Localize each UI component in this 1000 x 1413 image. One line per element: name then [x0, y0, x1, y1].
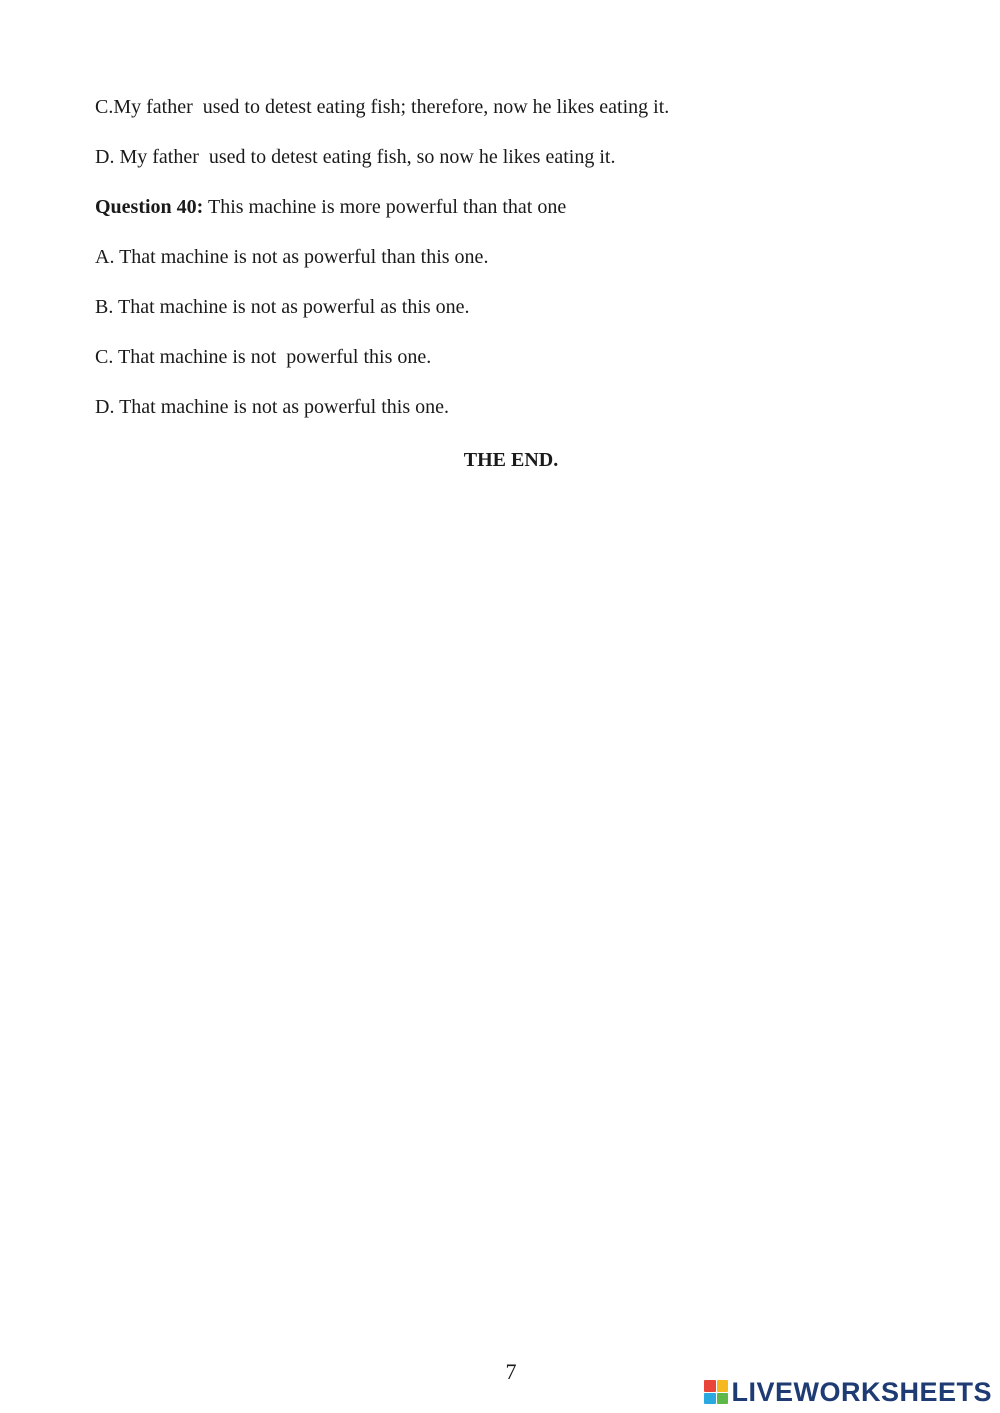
- option-b-question-40: B. That machine is not as powerful as this one.: [95, 296, 470, 318]
- question-40: [95, 195, 566, 219]
- option-c-question-39: C.My father used to detest eating fish; therefore, now he likes eating it.: [95, 96, 670, 118]
- option-d-question-39: D. My father used to detest eating fish, so now he likes eating it.: [95, 146, 616, 168]
- question-40-label: Question 40:: [95, 196, 204, 218]
- option-a-question-40: A. That machine is not as powerful than this one.: [95, 246, 489, 268]
- option-c-question-40: C. That machine is not powerful this one.: [95, 346, 432, 368]
- liveworksheets-watermark[interactable]: [704, 1377, 992, 1407]
- option-d-question-40: D. That machine is not as powerful this one.: [95, 396, 450, 418]
- end-heading: THE END.: [463, 449, 559, 471]
- liveworksheets-brand-text: LIVEWORKSHEETS: [731, 1377, 992, 1407]
- page-number: 7: [505, 1359, 517, 1384]
- liveworksheets-logo-icon: [704, 1380, 728, 1404]
- question-40-text: This machine is more powerful than that one: [203, 196, 567, 218]
